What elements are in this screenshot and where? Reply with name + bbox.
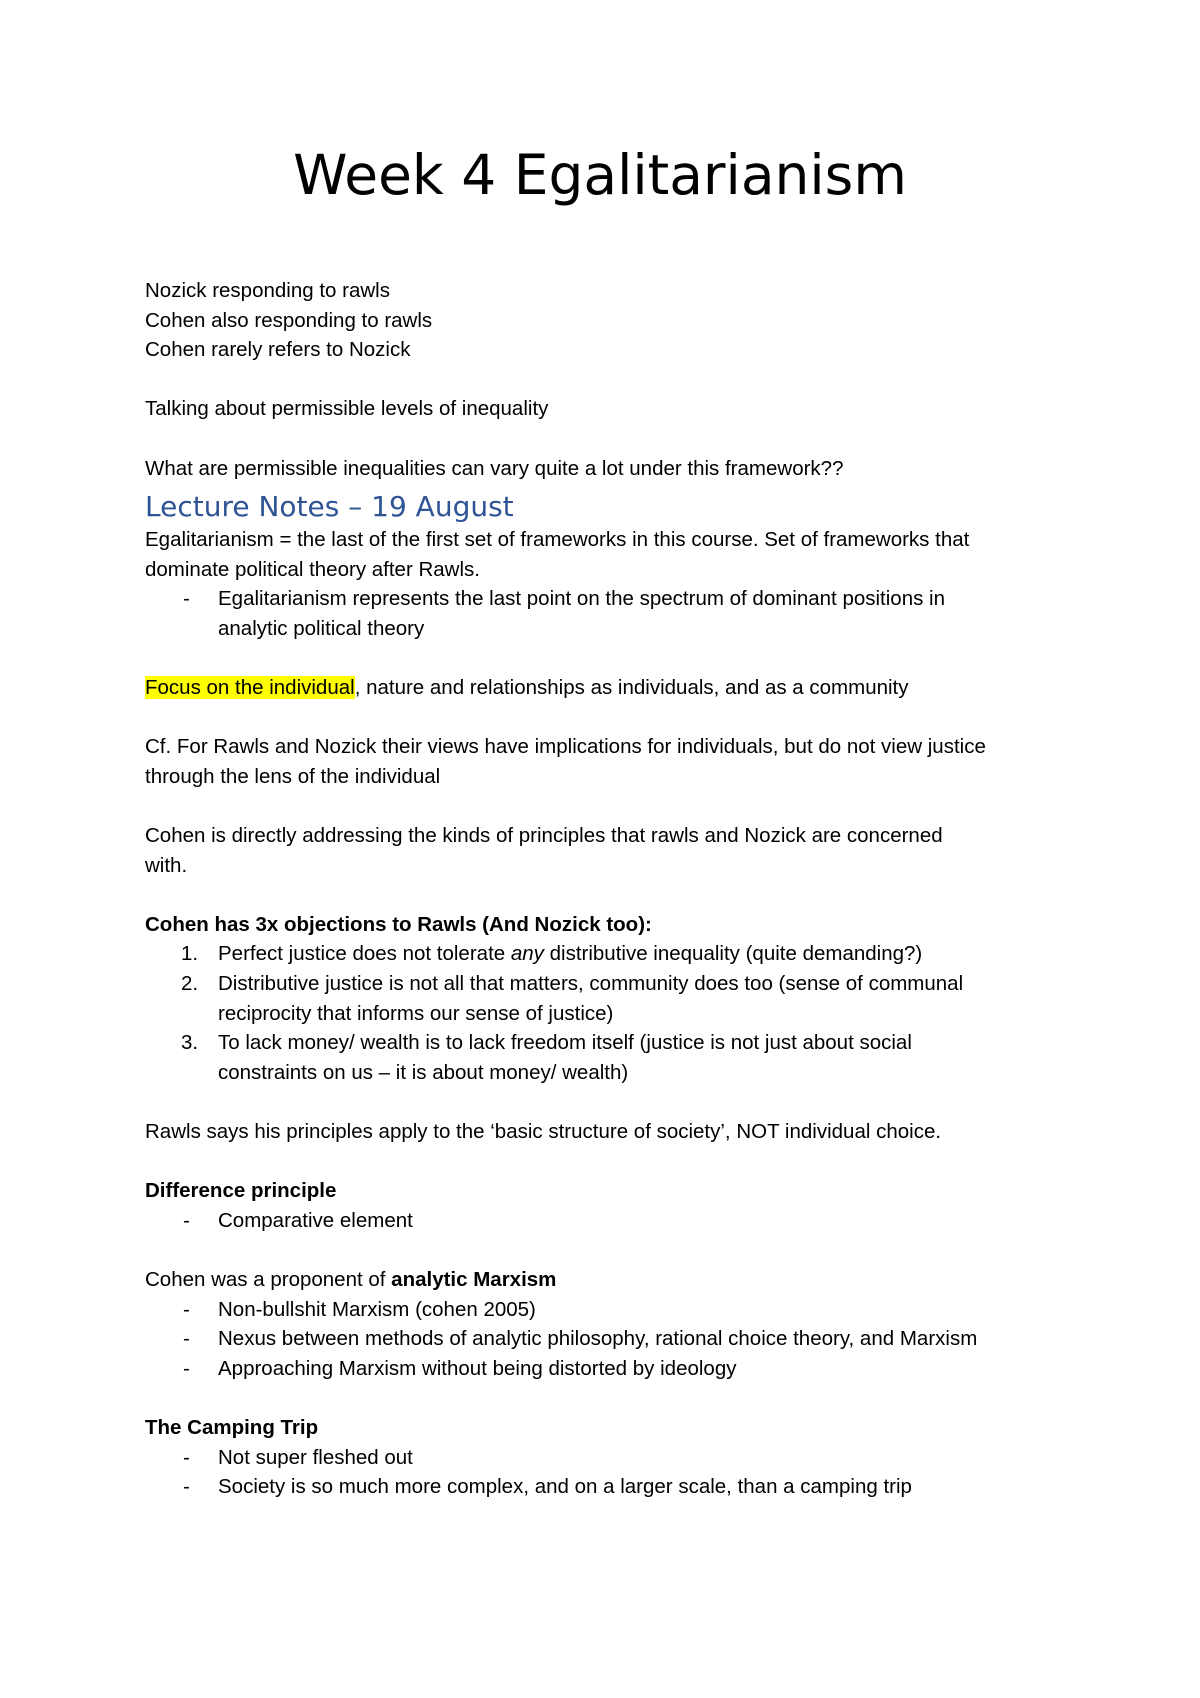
difference-heading: Difference principle: [145, 1179, 337, 1203]
list-item: [145, 1472, 1075, 1502]
list-item: [145, 1324, 1075, 1354]
list-item: [145, 939, 1075, 969]
camping-bullets: [145, 1443, 1075, 1502]
highlighted-text: Focus on the individual: [145, 676, 355, 700]
cf-line-2: through the lens of the individual: [145, 764, 441, 788]
spacer: [145, 1087, 1075, 1117]
spacer: [145, 792, 1075, 822]
list-item-text: Society is so much more complex, and on a larger scale, than a camping trip: [218, 1475, 912, 1499]
text-segment: Cohen was a proponent of: [145, 1268, 392, 1291]
cohen-direct-line-1: Cohen is directly addressing the kinds of principles that rawls and Nozick are concerned: [145, 824, 943, 848]
list-item-text: Non-bullshit Marxism (cohen 2005): [218, 1297, 536, 1321]
list-item: [145, 1295, 1075, 1325]
dash-marker: -: [183, 1475, 190, 1499]
permissible-paragraph: Talking about permissible levels of inequality: [145, 397, 549, 421]
egalitarianism-line-2: dominate political theory after Rawls.: [145, 557, 480, 581]
section-heading: Lecture Notes – 19 August: [145, 490, 514, 524]
rawls-says-paragraph: Rawls says his principles apply to the ‘basic structure of society’, NOT individual choice.: [145, 1120, 942, 1144]
list-item: [145, 969, 1075, 1028]
spacer: [145, 1235, 1075, 1265]
document-body: [145, 276, 1075, 1502]
list-item-text: Nexus between methods of analytic philosophy, rational choice theory, and Marxism: [218, 1327, 978, 1351]
list-item: [145, 584, 1075, 643]
list-item: [145, 1443, 1075, 1473]
difference-bullets: [145, 1206, 1075, 1236]
dash-marker: -: [183, 587, 190, 611]
spacer: [145, 1147, 1075, 1177]
focus-rest-text: , nature and relationships as individuals, and as a community: [354, 676, 909, 700]
number-marker: 2.: [181, 972, 199, 996]
spacer: [145, 424, 1075, 454]
text-segment: Perfect justice does not tolerate: [218, 942, 511, 966]
list-item: [145, 1028, 1075, 1087]
spacer: [145, 880, 1075, 910]
text-segment: distributive inequality (quite demanding?): [543, 942, 923, 966]
cf-line-1: Cf. For Rawls and Nozick their views have implications for individuals, but do not view justice: [145, 735, 986, 759]
list-item-text-line-2: constraints on us – it is about money/ wealth): [218, 1060, 629, 1084]
objections-heading: Cohen has 3x objections to Rawls (And Nozick too):: [145, 912, 652, 936]
marxism-bullets: [145, 1295, 1075, 1384]
spacer: [145, 644, 1075, 674]
list-item-text: Not super fleshed out: [218, 1445, 413, 1469]
objections-list: [145, 939, 1075, 1087]
spacer: [145, 703, 1075, 733]
marxism-paragraph: [145, 1265, 1075, 1295]
page-title: Week 4 Egalitarianism: [293, 143, 907, 207]
number-marker: 1.: [181, 942, 199, 966]
dash-marker: -: [183, 1327, 190, 1351]
dash-marker: -: [183, 1356, 190, 1380]
spacer: [145, 365, 1075, 395]
italic-text: any: [510, 942, 544, 966]
bold-text: analytic Marxism: [391, 1268, 557, 1291]
list-item-text-line-1: To lack money/ wealth is to lack freedom itself (justice is not just about social: [218, 1031, 912, 1055]
camping-heading: The Camping Trip: [145, 1415, 319, 1439]
list-item-text: Approaching Marxism without being distorted by ideology: [218, 1356, 737, 1380]
list-item-text-line-2: reciprocity that informs our sense of justice): [218, 1001, 614, 1025]
list-item: [145, 1354, 1075, 1384]
dash-marker: -: [183, 1208, 190, 1232]
intro-line-3: Cohen rarely refers to Nozick: [145, 338, 411, 362]
egalitarianism-bullets: [145, 584, 1075, 643]
list-item-text-line-2: analytic political theory: [218, 616, 425, 640]
dash-marker: -: [183, 1445, 190, 1469]
number-marker: 3.: [181, 1031, 199, 1055]
question-paragraph: What are permissible inequalities can vary quite a lot under this framework??: [145, 456, 844, 480]
list-item: [145, 1206, 1075, 1236]
intro-line-1: Nozick responding to rawls: [145, 279, 390, 302]
cohen-direct-line-2: with.: [145, 853, 188, 877]
dash-marker: -: [183, 1297, 190, 1321]
list-item-text-line-1: Distributive justice is not all that matters, community does too (sense of communal: [218, 972, 964, 996]
list-item-text: Comparative element: [218, 1208, 413, 1232]
list-item-text: [218, 939, 1075, 969]
focus-paragraph: [145, 673, 1075, 703]
spacer: [145, 1383, 1075, 1413]
intro-line-2: Cohen also responding to rawls: [145, 308, 433, 332]
list-item-text-line-1: Egalitarianism represents the last point on the spectrum of dominant positions in: [218, 587, 945, 611]
egalitarianism-line-1: Egalitarianism = the last of the first set of frameworks in this course. Set of frameworks that: [145, 528, 970, 552]
